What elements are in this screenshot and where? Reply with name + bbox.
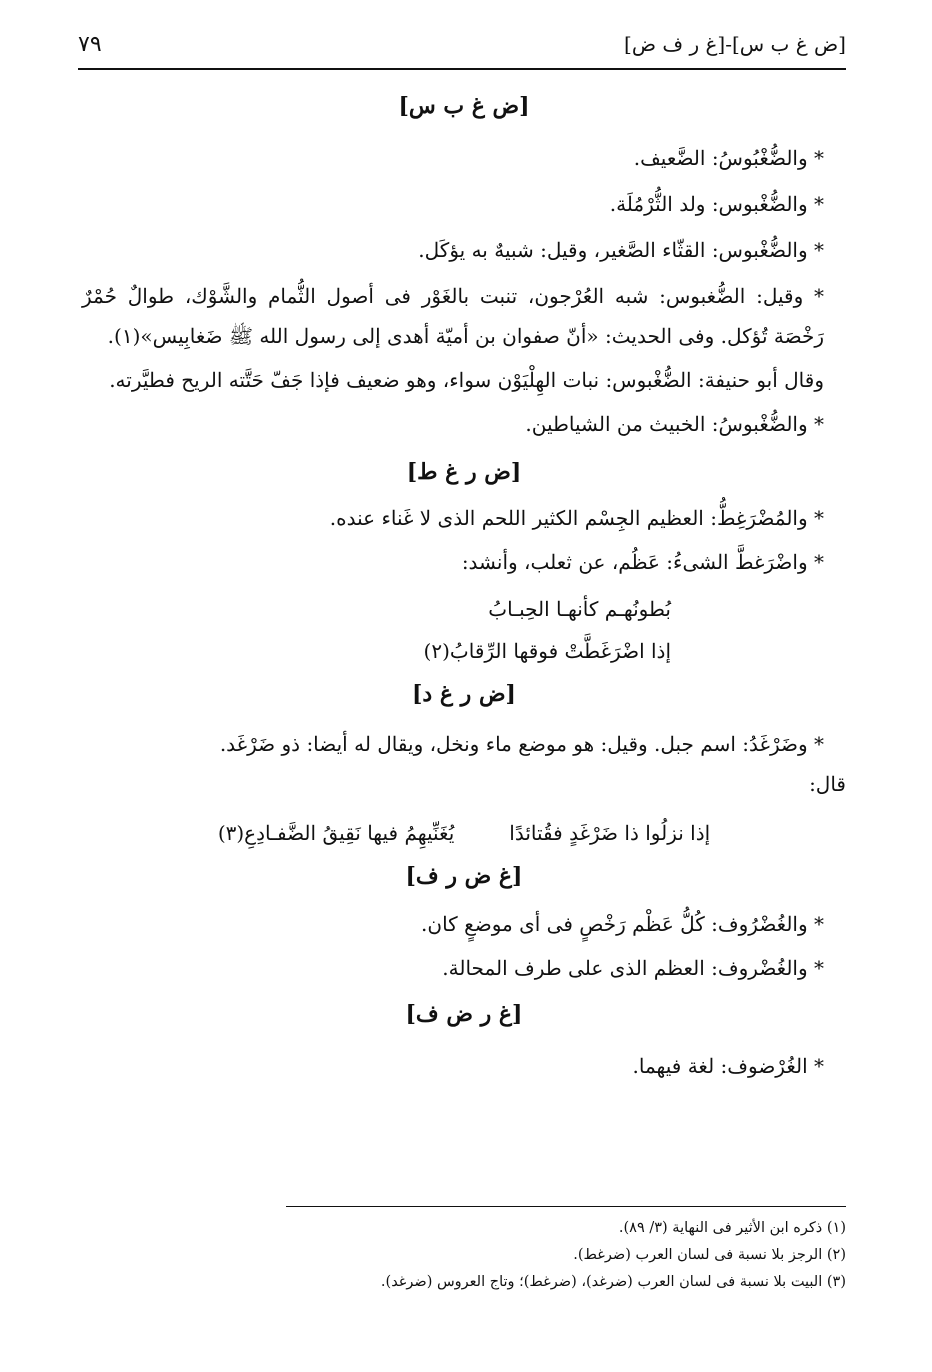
footnote: (١) ذكره ابن الأثير فى النهاية (٣/ ٨٩). (618, 1220, 846, 1236)
couplet (82, 810, 846, 856)
page-number: ٧٩ (78, 32, 102, 57)
footnote: (٣) البيت بلا نسبة فى لسان العرب (ضرغد)، (ضرغط)؛ وتاج العروس (ضرغد). (380, 1274, 846, 1290)
entry: * الغُرْضوف: لغة فيهما. (632, 1054, 824, 1078)
entry: * والمُضْرَغِطُّ: العظيم الجِسْم الكثير اللحم الذى لا غَناء عنده. (329, 506, 824, 530)
entry: * والضُّغْبوسُ: الخبيث من الشياطين. (525, 412, 824, 436)
entry: * والضُّغْبُوسُ: الضَّعيف. (633, 146, 824, 170)
section-heading: [ض غ ب س] (398, 93, 530, 119)
hemistich-second: يُغَنِّيهِمُ فيها نَقِيقُ الضَّفـادِعِ(٣) (217, 821, 455, 845)
entry: * وضَرْغَدُ: اسم جبل. وقيل: هو موضع ماء ونخل، ويقال له أيضا: ذو ضَرْغَد. (219, 732, 824, 756)
section-heading: [ض ر غ د] (412, 681, 516, 707)
verse-line: بُطونُهـم كأنهـا الحِبـابُ (488, 597, 671, 621)
section-heading: [ض ر غ ط] (406, 459, 522, 485)
entry: * والضُّغْبوس: ولد الثُّرْمُلَة. (609, 192, 824, 216)
page-header (78, 30, 846, 70)
hemistich-first: إذا نزلُوا ذا ضَرْغَدٍ فقُتائدًا (509, 821, 711, 845)
running-title: [ض غ ب س]-[غ ر ف ض] (624, 32, 846, 56)
verse-line: إذا اضْرَغَطَّتْ فوقها الرِّقابُ(٢) (423, 639, 671, 663)
entry: قال: (809, 772, 846, 796)
footnote: (٢) الرجز بلا نسبة فى لسان العرب (ضرغط). (573, 1247, 846, 1263)
footnotes (286, 1206, 846, 1296)
entry: وقال أبو حنيفة: الضُّغْبوس: نبات الهِلْيَوْن سواء، وهو ضعيف فإذا جَفّ حَتَّته الريح فطيَّرته. (109, 368, 824, 392)
main-text (82, 86, 846, 1086)
entry: * والغُضْروف: العظم الذى على طرف المحالة. (442, 956, 824, 980)
section-heading: [غ ر ض ف] (405, 1001, 523, 1027)
entry: * واضْرَغطَّ الشىءُ: عَظُم، عن ثعلب، وأنشد: (461, 550, 824, 574)
section-heading: [غ ض ر ف] (405, 863, 523, 889)
entry: * والضُّغْبوس: القثّاء الصَّغير، وقيل: شبيهٌ به يؤكَل. (418, 238, 824, 262)
entry: * والغُضْرُوف: كُلُّ عَظْم رَخْصٍ فى أى موضعٍ كان. (421, 912, 824, 936)
entry: * وقيل: الضُّغبوس: شبه العُرْجون، تنبت بالغَوْر فى أصول الثُّمام والشَّوْك، طوالٌ حُمْرٌ رَخْصَة تُؤكل. وفى الحديث: «أنّ صفوان بن أميّة أهدى إلى رسول الله ﷺ ضَغابِيس»(١). (82, 284, 824, 348)
